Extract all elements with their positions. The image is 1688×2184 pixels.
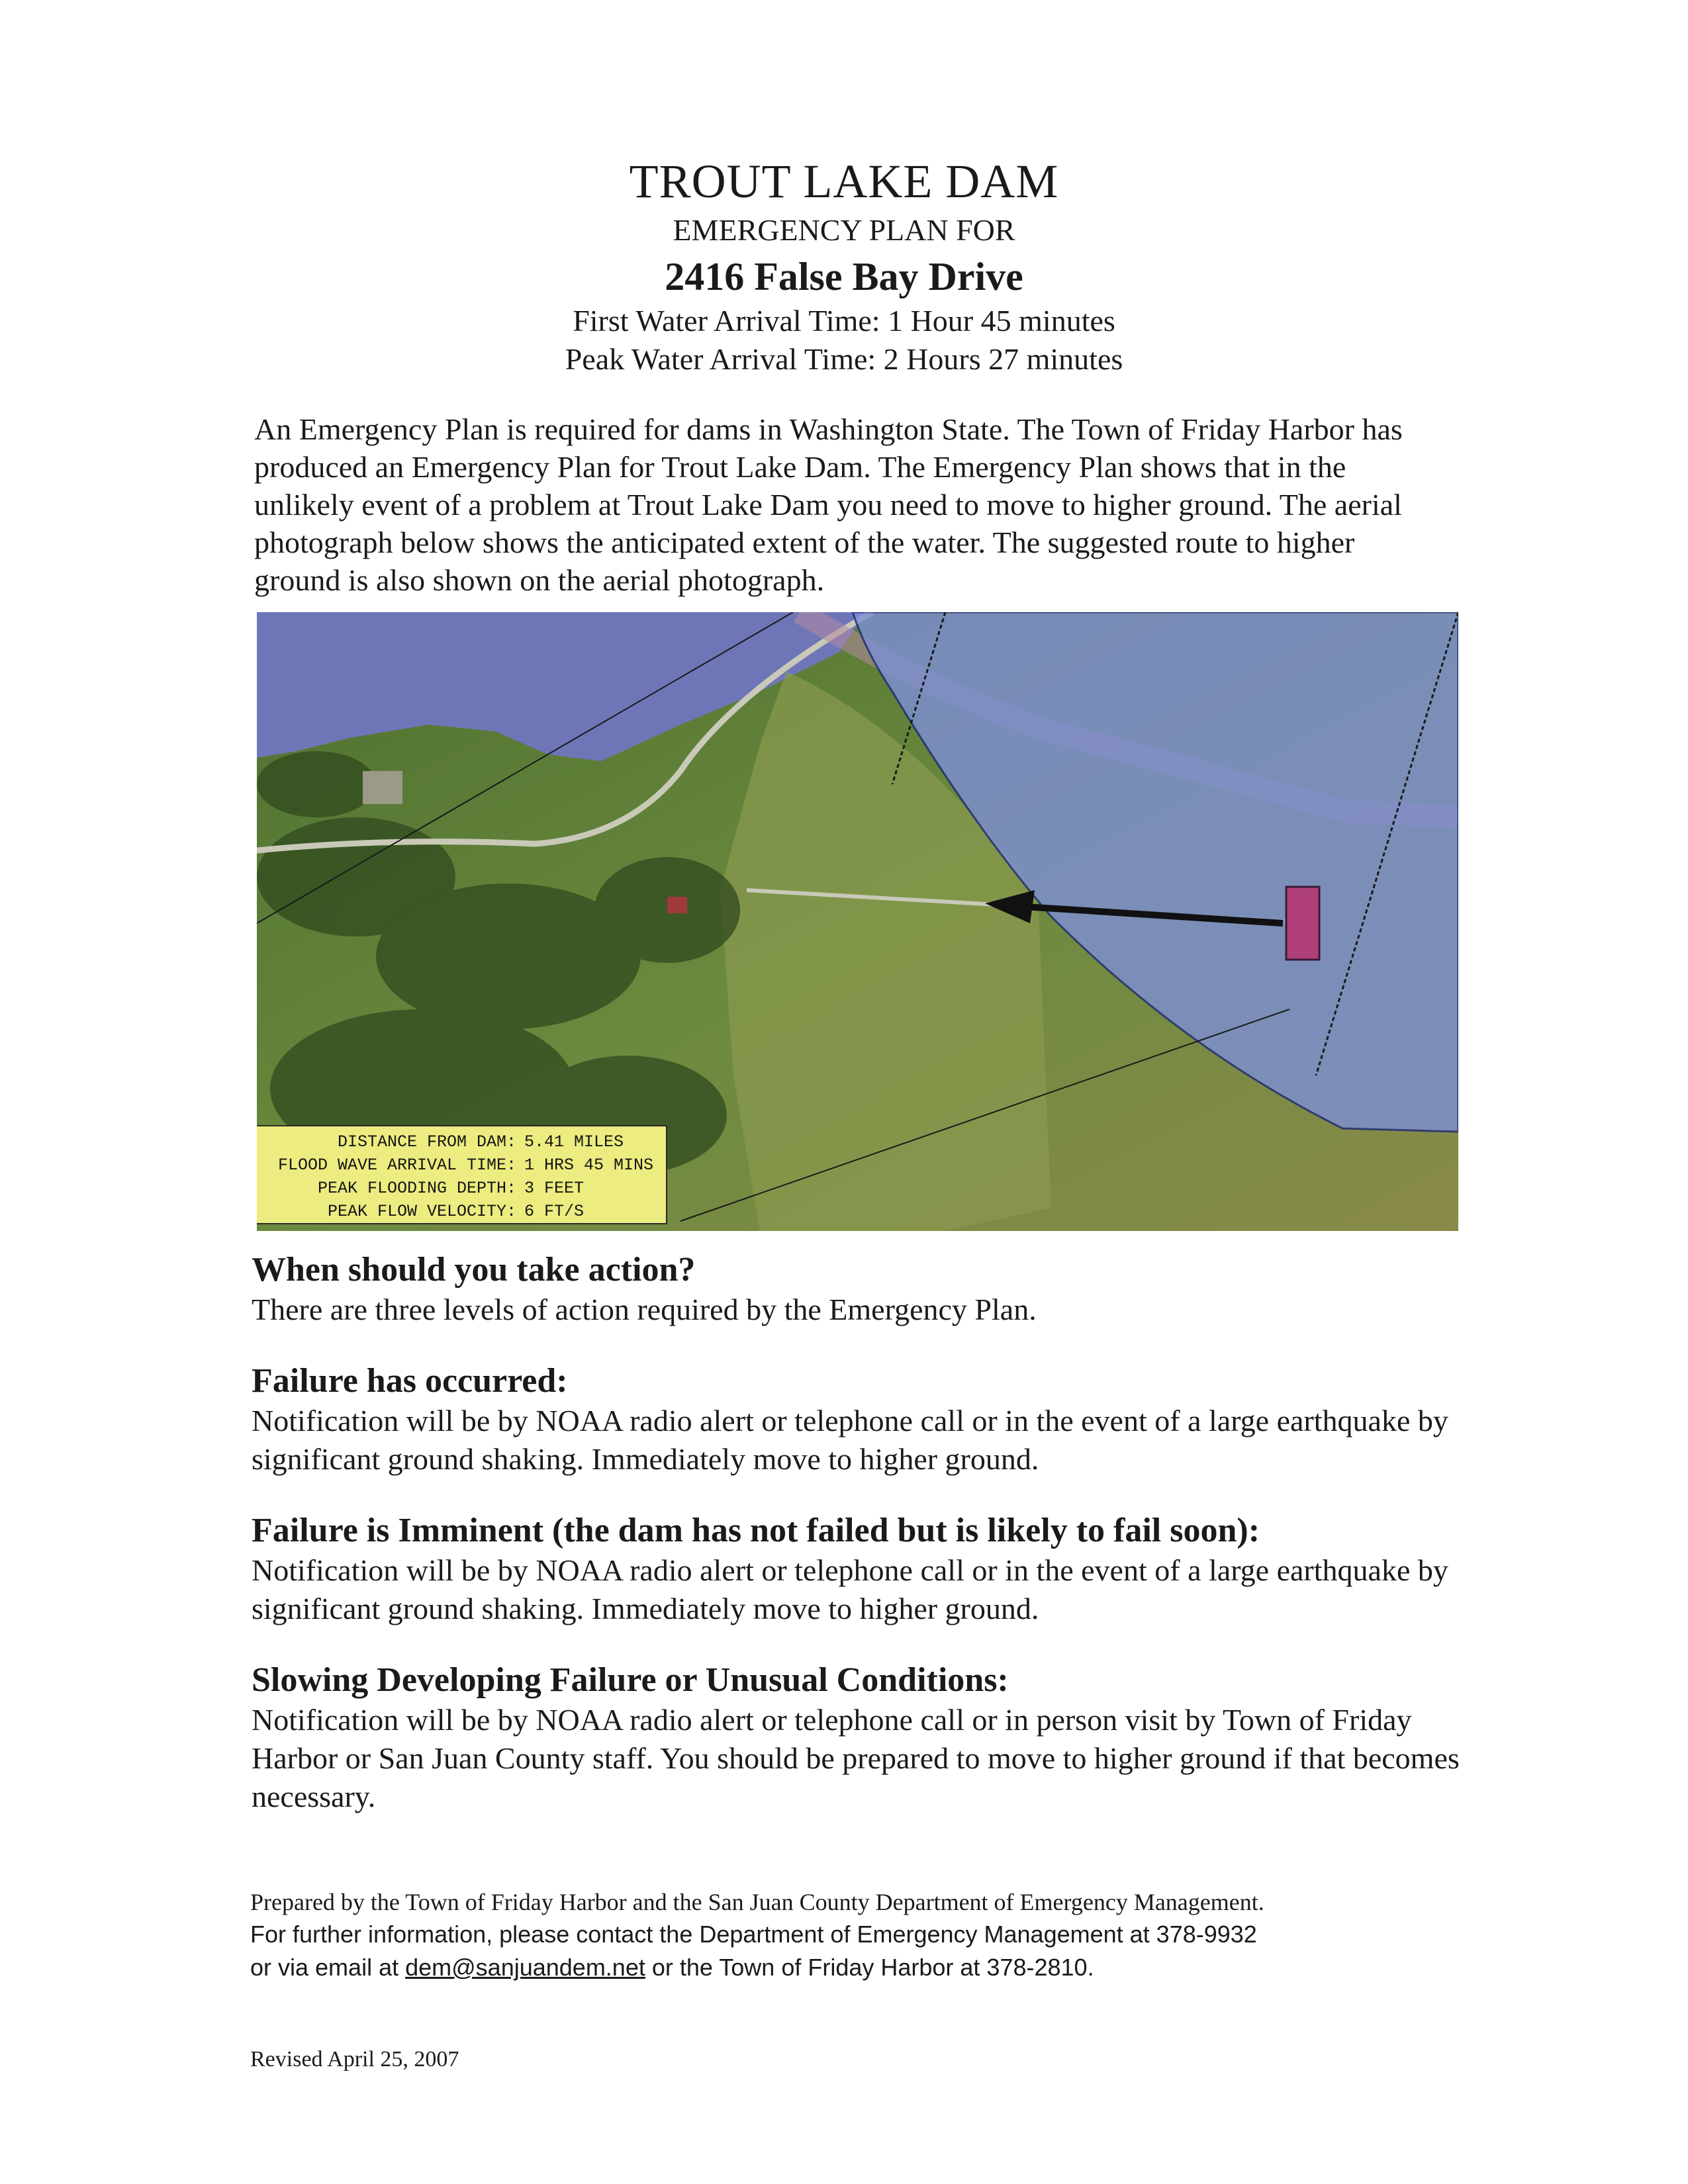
prepared-by-note: Prepared by the Town of Friday Harbor and the San Juan County Department of Emergency Management. <box>250 1889 1264 1915</box>
info-value: 1 HRS 45 MINS <box>524 1156 654 1175</box>
section-body: Notification will be by NOAA radio alert or telephone call or in the event of a large earthquake by significant ground shaking. Immediately move to higher ground. <box>252 1404 1448 1476</box>
info-value: 6 FT/S <box>524 1202 585 1221</box>
info-label: PEAK FLOW VELOCITY: <box>327 1202 516 1221</box>
contact-line-2 <box>250 1951 1508 1984</box>
footer <box>250 1886 1508 1984</box>
contact-line-1: For further information, please contact the Department of Emergency Management at 378-9932 <box>250 1921 1257 1948</box>
map-info-box <box>257 1125 667 1224</box>
section-body: Notification will be by NOAA radio alert or telephone call or in person visit by Town of Friday Harbor or San Juan County staff. You should be prepared to move to higher ground if that becomes necessary. <box>252 1703 1460 1813</box>
section-heading: Failure has occurred: <box>252 1362 568 1400</box>
info-row <box>257 1200 662 1223</box>
contact-prefix: or via email at <box>250 1954 406 1981</box>
info-label: PEAK FLOODING DEPTH: <box>317 1179 516 1198</box>
section-failure-occurred <box>252 1361 1476 1479</box>
building <box>667 897 687 913</box>
revised-date: Revised April 25, 2007 <box>250 2047 459 2071</box>
email-link[interactable]: dem@sanjuandem.net <box>405 1954 645 1981</box>
info-row <box>257 1177 662 1200</box>
info-value: 3 FEET <box>524 1179 585 1198</box>
info-label: FLOOD WAVE ARRIVAL TIME: <box>277 1156 516 1175</box>
first-arrival-time: First Water Arrival Time: 1 Hour 45 minutes <box>573 304 1115 338</box>
section-heading: Failure is Imminent (the dam has not failed but is likely to fail soon): <box>252 1512 1260 1549</box>
house-marker <box>1286 887 1319 960</box>
contact-suffix: or the Town of Friday Harbor at 378-2810. <box>645 1954 1094 1981</box>
section-heading: When should you take action? <box>252 1251 696 1289</box>
info-row <box>257 1154 662 1177</box>
section-when-to-act <box>252 1250 1476 1329</box>
section-slow-failure <box>252 1660 1476 1816</box>
action-sections <box>252 1250 1476 1848</box>
info-value: 5.41 MILES <box>524 1132 624 1152</box>
section-failure-imminent <box>252 1510 1476 1628</box>
section-heading: Slowing Developing Failure or Unusual Conditions: <box>252 1661 1009 1699</box>
address: 2416 False Bay Drive <box>665 255 1023 298</box>
page-title: TROUT LAKE DAM <box>629 155 1059 208</box>
info-label: DISTANCE FROM DAM: <box>337 1132 516 1152</box>
subtitle: EMERGENCY PLAN FOR <box>673 213 1015 247</box>
section-body: Notification will be by NOAA radio alert or telephone call or in the event of a large earthquake by significant ground shaking. Immediately move to higher ground. <box>252 1553 1448 1625</box>
info-row <box>257 1130 662 1154</box>
section-body: There are three levels of action required by the Emergency Plan. <box>252 1293 1037 1326</box>
building <box>363 771 402 804</box>
header <box>0 154 1688 379</box>
intro-paragraph: An Emergency Plan is required for dams in Washington State. The Town of Friday Harbor has produced an Emergency Plan for Trout Lake Dam. The Emergency Plan shows that in the unlikely event of a problem at Trout Lake Dam you need to move to higher ground. The aerial photograph below shows the anticipated extent of the water. The suggested route to higher ground is also shown on the aerial photograph. <box>254 412 1403 597</box>
peak-arrival-time: Peak Water Arrival Time: 2 Hours 27 minutes <box>565 342 1123 376</box>
